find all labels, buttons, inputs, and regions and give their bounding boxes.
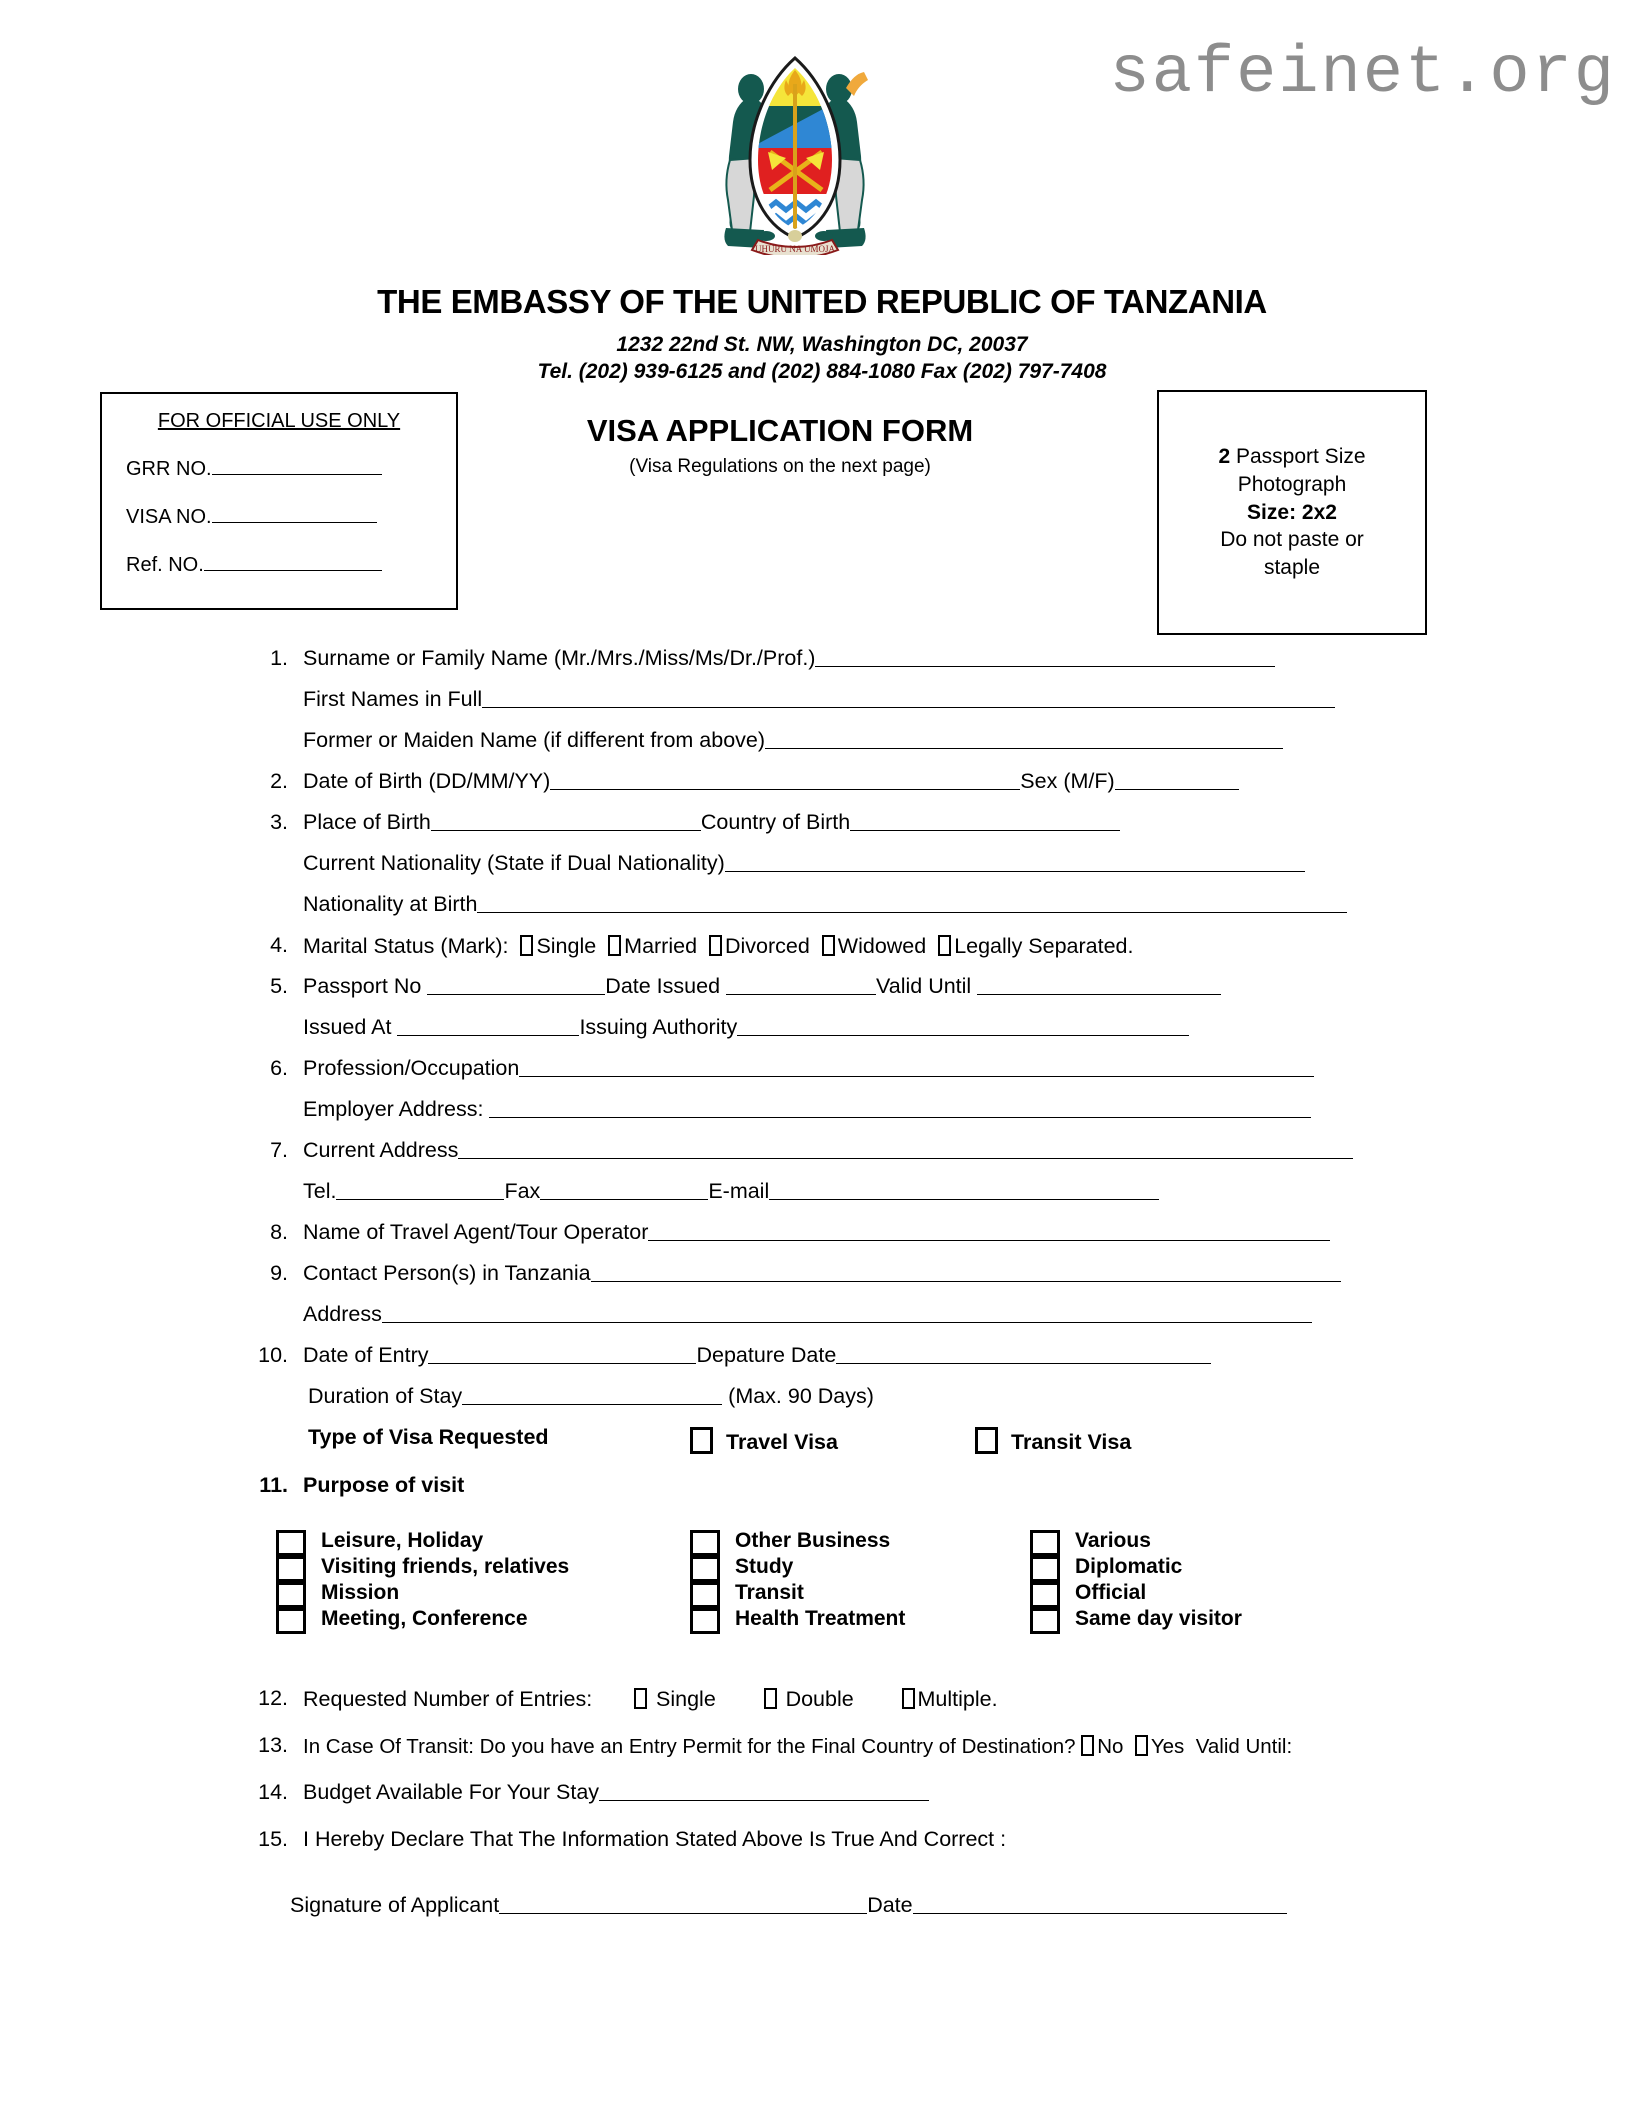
field-row-surname <box>0 648 1644 689</box>
first-names-input-line[interactable] <box>482 690 1335 708</box>
checkbox-meeting-conference[interactable] <box>276 1608 306 1634</box>
purpose-label-transit: Transit <box>735 1581 804 1604</box>
field-row-visa-type <box>0 1427 1644 1475</box>
purpose-column-1 <box>276 1528 569 1632</box>
checkbox-divorced[interactable] <box>709 935 722 956</box>
item-number-13: 13. <box>258 1733 288 1757</box>
ref-no-row[interactable] <box>126 554 456 577</box>
transit-permit-option-yes: Yes <box>1150 1735 1185 1758</box>
checkbox-diplomatic[interactable] <box>1030 1556 1060 1582</box>
date-of-entry-input-line[interactable] <box>428 1346 696 1364</box>
checkbox-transit-permit-yes[interactable] <box>1135 1735 1148 1756</box>
contact-details-field[interactable] <box>303 1181 1159 1203</box>
entries-option-multiple: Multiple. <box>917 1687 998 1711</box>
nationality-at-birth-input-line[interactable] <box>477 895 1347 913</box>
embassy-address: 1232 22nd St. NW, Washington DC, 20037 <box>616 333 1028 356</box>
field-row-purpose-heading <box>0 1475 1644 1516</box>
date-label: Date <box>867 1893 913 1917</box>
marital-option-widowed: Widowed <box>837 934 927 958</box>
field-row-transit-permit <box>0 1735 1644 1782</box>
marital-option-divorced: Divorced <box>725 934 810 958</box>
tel-label: Tel. <box>303 1179 337 1203</box>
contact-person-input-line[interactable] <box>591 1264 1341 1282</box>
checkbox-health-treatment[interactable] <box>690 1608 720 1634</box>
passport-no-input-line[interactable] <box>427 977 605 995</box>
grr-no-line[interactable] <box>212 458 382 475</box>
nationality-at-birth-field[interactable] <box>303 894 1347 916</box>
entry-dates-field[interactable] <box>303 1345 1211 1367</box>
duration-of-stay-field[interactable] <box>308 1386 874 1408</box>
employer-address-field[interactable] <box>303 1099 1311 1121</box>
official-use-box <box>100 392 458 610</box>
grr-no-row[interactable] <box>126 458 456 481</box>
embassy-telephone: Tel. (202) 939-6125 and (202) 884-1080 Fax (202) 797-7408 <box>537 360 1107 383</box>
item-number-11: 11. <box>259 1473 288 1497</box>
entries-option-double: Double <box>785 1687 854 1711</box>
purpose-option-study[interactable] <box>690 1554 905 1580</box>
checkbox-various[interactable] <box>1030 1530 1060 1556</box>
field-row-nationality-at-birth <box>0 894 1644 935</box>
travel-agent-input-line[interactable] <box>648 1223 1330 1241</box>
checkbox-other-business[interactable] <box>690 1530 720 1556</box>
checkbox-same-day-visitor[interactable] <box>1030 1608 1060 1634</box>
country-of-birth-input-line[interactable] <box>850 813 1120 831</box>
photo-instruction-box <box>1157 390 1427 635</box>
email-input-line[interactable] <box>769 1182 1159 1200</box>
dob-input-line[interactable] <box>550 772 1020 790</box>
first-names-field[interactable] <box>303 689 1335 711</box>
coat-of-arms-icon <box>700 40 890 255</box>
visa-type-transit-option[interactable] <box>975 1427 1131 1454</box>
photo-size: Size: 2x2 <box>1247 500 1337 524</box>
checkbox-single-entry[interactable] <box>634 1688 647 1709</box>
field-row-contact-person <box>0 1263 1644 1304</box>
place-of-birth-input-line[interactable] <box>431 813 701 831</box>
site-watermark: safeinet.org <box>1109 36 1616 112</box>
transit-visa-label: Transit Visa <box>1011 1430 1132 1454</box>
visa-no-row[interactable] <box>126 506 456 529</box>
field-row-budget <box>0 1782 1644 1829</box>
item-number-15: 15. <box>258 1827 288 1851</box>
field-row-entry-dates <box>0 1345 1644 1386</box>
first-names-label: First Names in Full <box>303 687 483 711</box>
field-row-declaration <box>0 1829 1644 1876</box>
current-address-input-line[interactable] <box>458 1141 1353 1159</box>
item-number-6: 6. <box>270 1056 288 1080</box>
maiden-name-input-line[interactable] <box>765 731 1283 749</box>
visa-no-label: VISA NO. <box>126 506 212 528</box>
field-row-dob <box>0 771 1644 812</box>
checkbox-study[interactable] <box>690 1556 720 1582</box>
employer-address-input-line[interactable] <box>489 1100 1311 1118</box>
travel-visa-label: Travel Visa <box>726 1430 838 1454</box>
place-of-birth-label: Place of Birth <box>303 810 431 834</box>
marital-status-group <box>303 935 1133 958</box>
field-row-marital-status <box>0 935 1644 976</box>
checkbox-legally-separated[interactable] <box>938 935 951 956</box>
contact-address-field[interactable] <box>303 1304 1312 1326</box>
visa-type-label: Type of Visa Requested <box>308 1425 549 1449</box>
item-number-5: 5. <box>270 974 288 998</box>
departure-date-label: Depature Date <box>696 1343 837 1367</box>
item-number-7: 7. <box>270 1138 288 1162</box>
purpose-option-meeting-conference[interactable] <box>276 1606 569 1632</box>
checkbox-married[interactable] <box>608 935 621 956</box>
purpose-label-study: Study <box>735 1555 794 1578</box>
transit-permit-valid-until-label: Valid Until: <box>1195 1735 1293 1758</box>
place-country-birth-field[interactable] <box>303 812 1120 834</box>
surname-field[interactable] <box>303 648 1275 670</box>
budget-input-line[interactable] <box>599 1783 929 1801</box>
checkbox-transit[interactable] <box>690 1582 720 1608</box>
checkbox-official[interactable] <box>1030 1582 1060 1608</box>
signature-label: Signature of Applicant <box>290 1893 500 1917</box>
visa-type-travel-option[interactable] <box>690 1427 838 1454</box>
checkbox-multiple-entry[interactable] <box>902 1688 915 1709</box>
contact-address-label: Address <box>303 1302 382 1326</box>
field-row-duration-of-stay <box>0 1386 1644 1427</box>
item-number-9: 9. <box>270 1261 288 1285</box>
current-nationality-label: Current Nationality (State if Dual Nationality) <box>303 851 725 875</box>
country-of-birth-label: Country of Birth <box>700 810 851 834</box>
maiden-name-field[interactable] <box>303 730 1283 752</box>
purpose-label-same-day-visitor: Same day visitor <box>1075 1607 1242 1630</box>
email-label: E-mail <box>708 1179 770 1203</box>
purpose-label-visiting-friends: Visiting friends, relatives <box>321 1555 570 1578</box>
purpose-option-visiting-friends[interactable] <box>276 1554 569 1580</box>
maiden-name-label: Former or Maiden Name (if different from above) <box>303 728 766 752</box>
field-row-first-names <box>0 689 1644 730</box>
employer-address-label: Employer Address: <box>303 1097 484 1121</box>
duration-max-note: (Max. 90 Days) <box>728 1384 874 1408</box>
issued-at-input-line[interactable] <box>397 1018 579 1036</box>
purpose-column-2 <box>690 1528 905 1632</box>
photo-line-1 <box>1218 443 1365 471</box>
purpose-label-diplomatic: Diplomatic <box>1075 1555 1183 1578</box>
passport-field[interactable] <box>303 976 1221 998</box>
field-row-maiden-name <box>0 730 1644 771</box>
checkbox-travel-visa[interactable] <box>690 1427 713 1454</box>
valid-until-input-line[interactable] <box>977 977 1221 995</box>
purpose-of-visit-label: Purpose of visit <box>303 1473 465 1497</box>
entries-label: Requested Number of Entries: <box>303 1687 593 1711</box>
photo-line-4: Do not paste or <box>1220 528 1364 552</box>
signature-input-line[interactable] <box>499 1896 867 1914</box>
svg-text:UHURU NA UMOJA: UHURU NA UMOJA <box>754 244 836 254</box>
field-row-contact-details <box>0 1181 1644 1222</box>
purpose-option-various[interactable] <box>1030 1528 1242 1554</box>
issuing-authority-input-line[interactable] <box>737 1018 1189 1036</box>
profession-label: Profession/Occupation <box>303 1056 520 1080</box>
declaration-label: I Hereby Declare That The Information Stated Above Is True And Correct : <box>303 1827 1007 1851</box>
current-address-label: Current Address <box>303 1138 459 1162</box>
ref-no-line[interactable] <box>204 554 382 571</box>
item-number-10: 10. <box>258 1343 288 1367</box>
photo-count-rest: Passport Size <box>1230 445 1366 469</box>
budget-field[interactable] <box>303 1782 929 1804</box>
purpose-label-mission: Mission <box>321 1581 400 1604</box>
purpose-option-official[interactable] <box>1030 1580 1242 1606</box>
purpose-option-health-treatment[interactable] <box>690 1606 905 1632</box>
sex-input-line[interactable] <box>1115 772 1239 790</box>
photo-line-2: Photograph <box>1237 472 1347 496</box>
marital-option-legally-separated: Legally Separated. <box>954 934 1134 958</box>
checkbox-visiting-friends[interactable] <box>276 1556 306 1582</box>
issuing-authority-label: Issuing Authority <box>579 1015 738 1039</box>
dob-sex-field[interactable] <box>303 771 1239 793</box>
ref-no-label: Ref. NO. <box>126 554 204 576</box>
field-row-issued-at <box>0 1017 1644 1058</box>
travel-agent-label: Name of Travel Agent/Tour Operator <box>303 1220 649 1244</box>
marital-status-label: Marital Status (Mark): <box>303 934 509 958</box>
field-row-passport <box>0 976 1644 1017</box>
purpose-of-visit-grid <box>0 1528 1644 1638</box>
duration-of-stay-label: Duration of Stay <box>308 1384 463 1408</box>
purpose-option-transit[interactable] <box>690 1580 905 1606</box>
purpose-column-3 <box>1030 1528 1242 1632</box>
date-of-entry-label: Date of Entry <box>303 1343 429 1367</box>
item-number-12: 12. <box>258 1686 288 1710</box>
item-number-2: 2. <box>270 769 288 793</box>
field-row-current-nationality <box>0 853 1644 894</box>
purpose-label-health-treatment: Health Treatment <box>735 1607 906 1630</box>
nationality-at-birth-label: Nationality at Birth <box>303 892 478 916</box>
purpose-option-diplomatic[interactable] <box>1030 1554 1242 1580</box>
photo-line-5: staple <box>1263 556 1321 580</box>
departure-date-input-line[interactable] <box>836 1346 1211 1364</box>
field-row-contact-address <box>0 1304 1644 1345</box>
purpose-label-meeting-conference: Meeting, Conference <box>321 1607 528 1630</box>
profession-input-line[interactable] <box>519 1059 1314 1077</box>
duration-of-stay-input-line[interactable] <box>462 1387 722 1405</box>
purpose-option-leisure-holiday[interactable] <box>276 1528 569 1554</box>
field-row-profession <box>0 1058 1644 1099</box>
contact-person-label: Contact Person(s) in Tanzania <box>303 1261 591 1285</box>
purpose-label-official: Official <box>1075 1581 1147 1604</box>
marital-option-single: Single <box>536 934 597 958</box>
contact-person-field[interactable] <box>303 1263 1341 1285</box>
grr-no-label: GRR NO. <box>126 458 212 480</box>
current-address-field[interactable] <box>303 1140 1353 1162</box>
fax-input-line[interactable] <box>540 1182 708 1200</box>
transit-permit-group <box>303 1735 1292 1758</box>
marital-option-married: Married <box>624 934 698 958</box>
entries-group <box>303 1688 998 1711</box>
purpose-option-same-day-visitor[interactable] <box>1030 1606 1242 1632</box>
sex-label: Sex (M/F) <box>1020 769 1115 793</box>
purpose-label-leisure-holiday: Leisure, Holiday <box>321 1529 484 1552</box>
item-number-4: 4. <box>270 933 288 957</box>
dob-label: Date of Birth (DD/MM/YY) <box>303 769 551 793</box>
official-use-title: FOR OFFICIAL USE ONLY <box>157 410 401 432</box>
surname-input-line[interactable] <box>815 649 1275 667</box>
checkbox-transit-visa[interactable] <box>975 1427 998 1454</box>
form-body <box>0 648 1644 1516</box>
current-nationality-field[interactable] <box>303 853 1305 875</box>
item-number-1: 1. <box>270 646 288 670</box>
field-row-employer-address <box>0 1099 1644 1140</box>
photo-count: 2 <box>1218 445 1231 469</box>
item-number-3: 3. <box>270 810 288 834</box>
field-row-entries <box>0 1688 1644 1735</box>
passport-no-label: Passport No <box>303 974 422 998</box>
page-title: VISA APPLICATION FORM <box>586 413 974 448</box>
issued-at-label: Issued At <box>303 1015 392 1039</box>
visa-no-line[interactable] <box>212 506 377 523</box>
checkbox-mission[interactable] <box>276 1582 306 1608</box>
issued-at-field[interactable] <box>303 1017 1189 1039</box>
contact-address-input-line[interactable] <box>382 1305 1312 1323</box>
item-number-8: 8. <box>270 1220 288 1244</box>
surname-label: Surname or Family Name (Mr./Mrs./Miss/Ms/Dr./Prof.) <box>303 646 816 670</box>
field-row-place-of-birth <box>0 812 1644 853</box>
checkbox-widowed[interactable] <box>822 935 835 956</box>
purpose-label-various: Various <box>1075 1529 1151 1552</box>
date-issued-label: Date Issued <box>605 974 721 998</box>
date-input-line[interactable] <box>913 1896 1287 1914</box>
checkbox-leisure-holiday[interactable] <box>276 1530 306 1556</box>
profession-field[interactable] <box>303 1058 1314 1080</box>
field-row-current-address <box>0 1140 1644 1181</box>
travel-agent-field[interactable] <box>303 1222 1330 1244</box>
form-body-lower <box>0 1688 1644 1876</box>
page-subtitle: (Visa Regulations on the next page) <box>629 456 931 477</box>
photo-line-3 <box>1247 499 1337 527</box>
transit-permit-option-no: No <box>1097 1735 1124 1758</box>
current-nationality-input-line[interactable] <box>725 854 1305 872</box>
transit-permit-label: In Case Of Transit: Do you have an Entry Permit for the Final Country of Destination? <box>303 1735 1076 1758</box>
field-row-travel-agent <box>0 1222 1644 1263</box>
signature-row[interactable] <box>290 1893 1287 1918</box>
checkbox-single-marital[interactable] <box>520 935 533 956</box>
checkbox-transit-permit-no[interactable] <box>1081 1735 1094 1756</box>
purpose-option-other-business[interactable] <box>690 1528 905 1554</box>
valid-until-label: Valid Until <box>876 974 972 998</box>
date-issued-input-line[interactable] <box>726 977 876 995</box>
tel-input-line[interactable] <box>336 1182 504 1200</box>
checkbox-double-entry[interactable] <box>764 1688 777 1709</box>
purpose-label-other-business: Other Business <box>735 1529 891 1552</box>
entries-option-single: Single <box>656 1687 716 1711</box>
purpose-option-mission[interactable] <box>276 1580 569 1606</box>
embassy-title: THE EMBASSY OF THE UNITED REPUBLIC OF TANZANIA <box>377 283 1267 320</box>
item-number-14: 14. <box>258 1780 288 1804</box>
budget-label: Budget Available For Your Stay <box>303 1780 600 1804</box>
fax-label: Fax <box>504 1179 541 1203</box>
